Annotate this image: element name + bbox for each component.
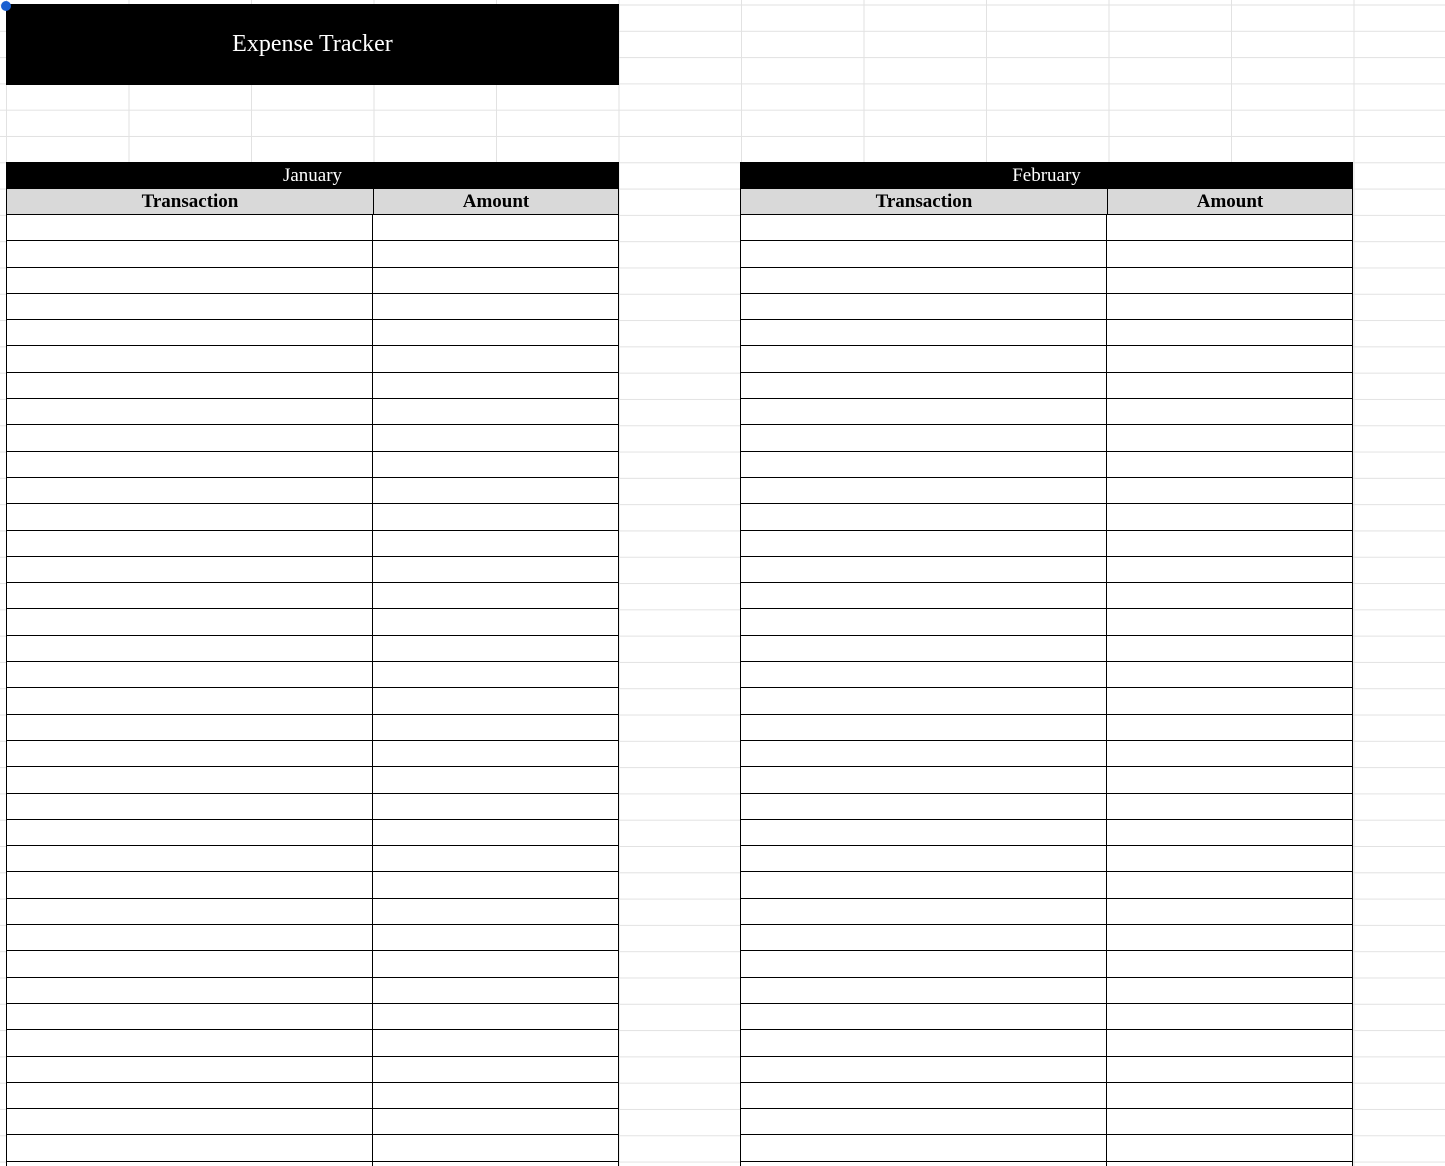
amount-cell[interactable]: [373, 294, 618, 319]
table-row: [740, 346, 1353, 372]
transaction-cell[interactable]: [741, 1030, 1107, 1055]
amount-cell[interactable]: [1107, 373, 1352, 398]
table-row: [6, 978, 619, 1004]
table-row: [740, 504, 1353, 530]
table-row: [6, 899, 619, 925]
table-row: [6, 1109, 619, 1135]
table-row: [740, 1004, 1353, 1030]
amount-cell[interactable]: [1107, 399, 1352, 424]
table-row: [6, 320, 619, 346]
transaction-column-header[interactable]: Transaction: [741, 189, 1108, 214]
transaction-cell[interactable]: [741, 215, 1107, 240]
transaction-cell[interactable]: [741, 583, 1107, 608]
table-row: [740, 557, 1353, 583]
transaction-cell[interactable]: [7, 1004, 373, 1029]
table-row: [740, 241, 1353, 267]
transaction-cell[interactable]: [7, 846, 373, 871]
table-row: [740, 662, 1353, 688]
transaction-cell[interactable]: [741, 662, 1107, 687]
transaction-cell[interactable]: [7, 636, 373, 661]
table-row: [6, 794, 619, 820]
table-row: [740, 215, 1353, 241]
amount-cell[interactable]: [1107, 1109, 1352, 1134]
february-table: [740, 162, 1353, 1166]
amount-cell[interactable]: [1107, 662, 1352, 687]
transaction-cell[interactable]: [741, 1083, 1107, 1108]
transaction-cell[interactable]: [7, 662, 373, 687]
amount-cell[interactable]: [373, 794, 618, 819]
amount-cell[interactable]: [1107, 820, 1352, 845]
transaction-cell[interactable]: [741, 1162, 1107, 1166]
table-row: [6, 399, 619, 425]
amount-cell[interactable]: [1107, 583, 1352, 608]
amount-cell[interactable]: [1107, 794, 1352, 819]
table-row: [6, 715, 619, 741]
transaction-cell[interactable]: [741, 925, 1107, 950]
amount-cell[interactable]: [1107, 741, 1352, 766]
amount-cell[interactable]: [1107, 557, 1352, 582]
table-row: [6, 294, 619, 320]
transaction-cell[interactable]: [7, 557, 373, 582]
amount-cell[interactable]: [373, 478, 618, 503]
table-row: [6, 1030, 619, 1056]
transaction-cell[interactable]: [7, 268, 373, 293]
table-row: [740, 478, 1353, 504]
amount-cell[interactable]: [373, 741, 618, 766]
transaction-cell[interactable]: [741, 609, 1107, 634]
transaction-cell[interactable]: [741, 452, 1107, 477]
table-row: [6, 346, 619, 372]
table-row: [740, 741, 1353, 767]
transaction-cell[interactable]: [741, 268, 1107, 293]
amount-cell[interactable]: [373, 899, 618, 924]
table-row: [740, 846, 1353, 872]
transaction-cell[interactable]: [7, 1135, 373, 1160]
table-row: [6, 425, 619, 451]
table-row: [6, 583, 619, 609]
title-banner-cell[interactable]: [6, 4, 619, 85]
amount-cell[interactable]: [373, 872, 618, 897]
transaction-cell[interactable]: [741, 794, 1107, 819]
table-row: [740, 978, 1353, 1004]
amount-cell[interactable]: [1107, 241, 1352, 266]
transaction-cell[interactable]: [741, 820, 1107, 845]
table-row: [6, 872, 619, 898]
transaction-cell[interactable]: [7, 373, 373, 398]
table-row: [740, 1109, 1353, 1135]
table-row: [740, 925, 1353, 951]
amount-cell[interactable]: [1107, 715, 1352, 740]
table-row: [6, 636, 619, 662]
amount-cell[interactable]: [1107, 504, 1352, 529]
amount-cell[interactable]: [1107, 268, 1352, 293]
amount-cell[interactable]: [373, 951, 618, 976]
table-row: [740, 268, 1353, 294]
transaction-cell[interactable]: [741, 872, 1107, 897]
amount-cell[interactable]: [373, 346, 618, 371]
amount-cell[interactable]: [373, 1004, 618, 1029]
table-row: [740, 767, 1353, 793]
transaction-cell[interactable]: [741, 1004, 1107, 1029]
transaction-cell[interactable]: [741, 899, 1107, 924]
table-row: [6, 846, 619, 872]
transaction-cell[interactable]: [741, 294, 1107, 319]
table-row: [740, 951, 1353, 977]
amount-cell[interactable]: [373, 925, 618, 950]
transaction-cell[interactable]: [7, 794, 373, 819]
transaction-cell[interactable]: [7, 872, 373, 897]
transaction-cell[interactable]: [7, 346, 373, 371]
table-row: [740, 399, 1353, 425]
transaction-cell[interactable]: [7, 241, 373, 266]
amount-cell[interactable]: [373, 1057, 618, 1082]
transaction-cell[interactable]: [7, 504, 373, 529]
sheet-title: Expense Tracker: [232, 31, 393, 57]
table-row: [740, 1162, 1353, 1166]
amount-cell[interactable]: [1107, 1030, 1352, 1055]
transaction-cell[interactable]: [741, 1109, 1107, 1134]
table-row: [6, 1004, 619, 1030]
table-row: [740, 583, 1353, 609]
transaction-cell[interactable]: [741, 715, 1107, 740]
amount-cell[interactable]: [373, 1083, 618, 1108]
month-title: February: [1012, 164, 1081, 186]
amount-cell[interactable]: [373, 662, 618, 687]
amount-cell[interactable]: [1107, 452, 1352, 477]
table-row: [740, 636, 1353, 662]
transaction-cell[interactable]: [7, 820, 373, 845]
table-row: [6, 741, 619, 767]
table-row: [6, 1083, 619, 1109]
table-row: [6, 215, 619, 241]
amount-cell[interactable]: [373, 504, 618, 529]
transaction-cell[interactable]: [7, 1162, 373, 1166]
transaction-cell[interactable]: [7, 741, 373, 766]
amount-cell[interactable]: [373, 557, 618, 582]
transaction-cell[interactable]: [741, 478, 1107, 503]
table-row: [740, 794, 1353, 820]
transaction-cell[interactable]: [7, 925, 373, 950]
table-row: [740, 899, 1353, 925]
selection-handle-icon[interactable]: [1, 1, 11, 11]
amount-cell[interactable]: [1107, 688, 1352, 713]
month-title: January: [282, 164, 343, 186]
transaction-cell[interactable]: [7, 899, 373, 924]
transaction-cell[interactable]: [7, 452, 373, 477]
table-row: [740, 872, 1353, 898]
amount-cell[interactable]: [373, 268, 618, 293]
amount-cell[interactable]: [1107, 294, 1352, 319]
table-row: [6, 609, 619, 635]
table-row: [740, 609, 1353, 635]
amount-cell[interactable]: [1107, 215, 1352, 240]
transaction-cell[interactable]: [741, 636, 1107, 661]
table-row: [740, 688, 1353, 714]
amount-cell[interactable]: [1107, 1057, 1352, 1082]
transaction-cell[interactable]: [741, 846, 1107, 871]
table-row: [740, 373, 1353, 399]
amount-cell[interactable]: [373, 531, 618, 556]
transaction-cell[interactable]: [7, 767, 373, 792]
table-row: [6, 820, 619, 846]
amount-cell[interactable]: [1107, 925, 1352, 950]
amount-cell[interactable]: [373, 1030, 618, 1055]
transaction-cell[interactable]: [7, 1083, 373, 1108]
amount-column-header[interactable]: Amount: [462, 190, 530, 212]
table-row: [6, 241, 619, 267]
january-rows: [6, 215, 619, 1166]
amount-cell[interactable]: [1107, 531, 1352, 556]
transaction-cell[interactable]: [7, 531, 373, 556]
january-table: [6, 162, 619, 1166]
amount-cell[interactable]: [373, 583, 618, 608]
amount-cell[interactable]: [1107, 767, 1352, 792]
month-header-cell[interactable]: [740, 162, 1353, 189]
table-row: [740, 1030, 1353, 1056]
table-row: [740, 1057, 1353, 1083]
amount-cell[interactable]: [1107, 636, 1352, 661]
amount-cell[interactable]: [373, 425, 618, 450]
transaction-cell[interactable]: [741, 557, 1107, 582]
transaction-cell[interactable]: [7, 478, 373, 503]
transaction-cell[interactable]: [741, 767, 1107, 792]
table-row: [6, 1057, 619, 1083]
transaction-cell[interactable]: [741, 978, 1107, 1003]
table-row: [6, 1135, 619, 1161]
february-rows: [740, 215, 1353, 1166]
month-header-cell[interactable]: [6, 162, 619, 189]
table-row: [740, 531, 1353, 557]
column-header-row: [6, 189, 619, 215]
amount-cell[interactable]: [1107, 1162, 1352, 1166]
table-row: [740, 452, 1353, 478]
transaction-cell[interactable]: [7, 715, 373, 740]
transaction-cell[interactable]: [7, 609, 373, 634]
amount-cell[interactable]: [373, 241, 618, 266]
table-row: [740, 294, 1353, 320]
transaction-cell[interactable]: [7, 294, 373, 319]
table-row: [740, 715, 1353, 741]
transaction-column-header[interactable]: Transaction: [7, 189, 374, 214]
amount-cell[interactable]: [1107, 1135, 1352, 1160]
transaction-cell[interactable]: [7, 951, 373, 976]
transaction-cell[interactable]: [741, 399, 1107, 424]
amount-cell[interactable]: [1107, 951, 1352, 976]
transaction-cell[interactable]: [7, 425, 373, 450]
transaction-cell[interactable]: [741, 320, 1107, 345]
table-row: [6, 767, 619, 793]
table-row: [6, 268, 619, 294]
amount-cell[interactable]: [373, 399, 618, 424]
transaction-cell[interactable]: [741, 688, 1107, 713]
amount-cell[interactable]: [1107, 1004, 1352, 1029]
amount-cell[interactable]: [373, 636, 618, 661]
table-row: [6, 1162, 619, 1166]
amount-cell[interactable]: [1107, 899, 1352, 924]
transaction-cell[interactable]: [7, 1109, 373, 1134]
table-row: [6, 557, 619, 583]
table-row: [740, 1083, 1353, 1109]
transaction-cell[interactable]: [7, 1030, 373, 1055]
transaction-cell[interactable]: [741, 504, 1107, 529]
transaction-cell[interactable]: [741, 741, 1107, 766]
amount-cell[interactable]: [1107, 978, 1352, 1003]
column-header-row: [740, 189, 1353, 215]
amount-cell[interactable]: [373, 688, 618, 713]
amount-cell[interactable]: [373, 452, 618, 477]
transaction-cell[interactable]: [7, 320, 373, 345]
amount-cell[interactable]: [373, 1162, 618, 1166]
transaction-cell[interactable]: [741, 373, 1107, 398]
table-row: [6, 951, 619, 977]
table-row: [740, 1135, 1353, 1161]
transaction-cell[interactable]: [7, 1057, 373, 1082]
table-row: [6, 925, 619, 951]
table-row: [6, 662, 619, 688]
table-row: [740, 425, 1353, 451]
amount-cell[interactable]: [1107, 346, 1352, 371]
amount-cell[interactable]: [373, 1135, 618, 1160]
amount-cell[interactable]: [373, 609, 618, 634]
table-row: [740, 320, 1353, 346]
amount-cell[interactable]: [1107, 1083, 1352, 1108]
transaction-cell[interactable]: [7, 399, 373, 424]
transaction-cell[interactable]: [7, 583, 373, 608]
amount-column-header[interactable]: Amount: [1196, 190, 1264, 212]
transaction-cell[interactable]: [7, 688, 373, 713]
transaction-cell[interactable]: [741, 1135, 1107, 1160]
table-row: [740, 820, 1353, 846]
transaction-cell[interactable]: [7, 978, 373, 1003]
transaction-cell[interactable]: [741, 425, 1107, 450]
amount-cell[interactable]: [373, 373, 618, 398]
amount-cell[interactable]: [1107, 478, 1352, 503]
table-row: [6, 373, 619, 399]
transaction-cell[interactable]: [741, 346, 1107, 371]
transaction-cell[interactable]: [7, 215, 373, 240]
amount-cell[interactable]: [373, 215, 618, 240]
amount-cell[interactable]: [1107, 609, 1352, 634]
amount-cell[interactable]: [1107, 846, 1352, 871]
amount-cell[interactable]: [373, 820, 618, 845]
table-row: [6, 531, 619, 557]
table-row: [6, 688, 619, 714]
transaction-cell[interactable]: [741, 241, 1107, 266]
amount-cell[interactable]: [1107, 425, 1352, 450]
transaction-cell[interactable]: [741, 531, 1107, 556]
amount-cell[interactable]: [373, 715, 618, 740]
amount-cell[interactable]: [373, 846, 618, 871]
table-row: [6, 452, 619, 478]
amount-cell[interactable]: [373, 1109, 618, 1134]
transaction-cell[interactable]: [741, 1057, 1107, 1082]
transaction-cell[interactable]: [741, 951, 1107, 976]
table-row: [6, 478, 619, 504]
amount-cell[interactable]: [373, 767, 618, 792]
amount-cell[interactable]: [373, 978, 618, 1003]
amount-cell[interactable]: [373, 320, 618, 345]
amount-cell[interactable]: [1107, 872, 1352, 897]
table-row: [6, 504, 619, 530]
amount-cell[interactable]: [1107, 320, 1352, 345]
